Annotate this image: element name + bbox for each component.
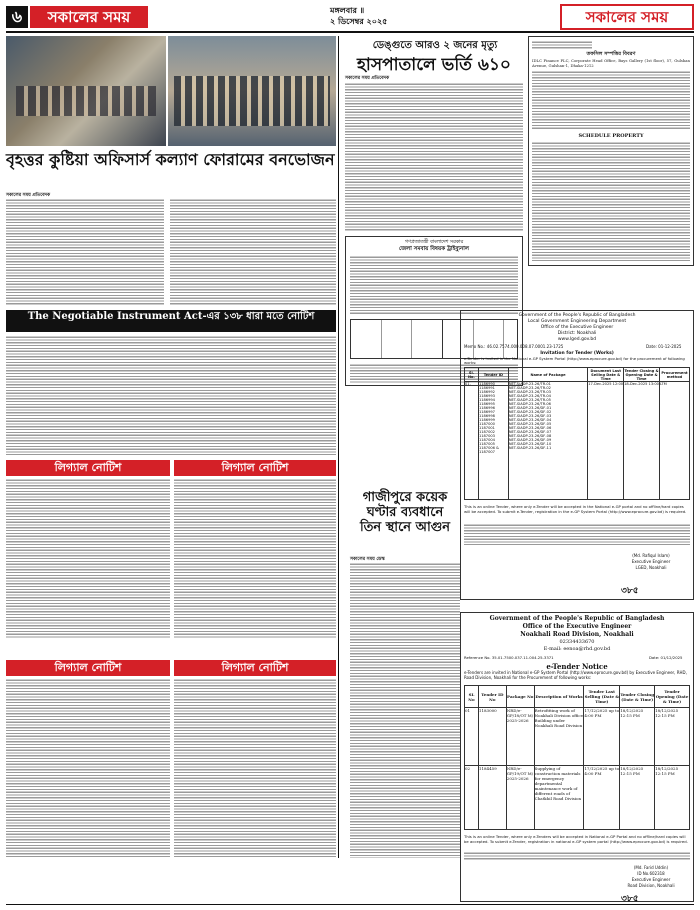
schedule-notice	[528, 36, 694, 266]
lged-office: Office of the Executive Engineer	[540, 325, 614, 330]
lged-sign-title: Executive Engineer	[631, 559, 671, 564]
lged-package: NET-SIADP-23-26/DF-07	[508, 430, 552, 434]
lged-tender	[460, 310, 694, 600]
story-byline: সকালের সময় প্রতিবেদক	[6, 193, 51, 198]
rhd-table: SL No Tender ID No Package No Description of Works Tender Last Selling (Date & Time) Tender Closing (Date & Time) Tender Opening (Date & Time) 01 1183000 NRD/e-GP/18/OT M/ 2025-2026 Retrofitting work of Noakhali Division office Building under Noakhali Road Division 17/12/2025 up to 4:00 PM 18/12/2025 12:15 PM 18/12/2025 12:15 PM 02 1184459 NRD/e-GP/19/OT M/ 2025-2026 Supplying of construction materials for emergency departmental maintenance work of different roads of Chatkhil Road Division 17/12/2025 up to 4:00 PM 18/12/2025 12:15 PM 18/12/2025 12:15 PM	[464, 685, 690, 830]
masthead-day: মঙ্গলবার ॥	[330, 5, 365, 15]
schedule-heading-en: SCHEDULE PROPERTY	[578, 133, 644, 139]
court-text	[350, 255, 518, 315]
gazipur-byline: সকালের সময় ডেস্ক	[350, 557, 385, 562]
lged-tender-id: 1186991	[478, 386, 495, 390]
rhd-intro: e-Tenders are invited in National e-GP System Portal (http://www.eprocure.gov.bd) by Executive Engineer, RHD, Road Division, Noakhali for the Procurement of following works:	[464, 670, 687, 680]
rhd-row-2: 02 1184459 NRD/e-GP/19/OT M/ 2025-2026 Supplying of construction materials for emergency departmental maintenance work of different roads of Chatkhil Road Division 17/12/2025 up to 4:00 PM 18/12/2025 12:15 PM 18/12/2025 12:15 PM	[465, 766, 690, 830]
lged-date: Date: 01-12-2025	[646, 344, 682, 349]
lged-table: Sl. No. Tender ID Name of Package Document Last Selling Date & Time Tender Closing & Opening Date & Time Procurement method 01. 1186990 1186991 1186992 1186993 1186994 1186995 1186996 1186997 1186998 1186999 1187000 1187001 1187002 1187003 1187004 1187005 1187006 & 1187007 NET-SIADP-23-26/TR-01 NET-SIADP-23-26/TR-02 NET-SIADP-23-26/TR-03 NET-SIADP-23-26/TR-04 NET-SIADP-23-26/TR-05 NET-SIADP-23-26/TR-06 NET-SIADP-23-26/DF-01 NET-SIADP-23-26/DF-02 NET-SIADP-23-26/DF-03 NET-SIADP-23-26/DF-04 NET-SIADP-23-26/DF-05 NET-SIADP-23-26/DF-06 NET-SIADP-23-26/DF-07 NET-SIADP-23-26/DF-08 NET-SIADP-23-26/DF-09 NET-SIADP-23-26/DF-10 NET-SIADP-23-26/DF-11 17-Dec-2025 12:00 18-Dec-2025 13:00 LTM	[464, 367, 690, 500]
ni-act-text	[6, 335, 336, 455]
lged-memo: Memo No.: 46.02.7574.000.008.07.0001.23-1725	[464, 344, 564, 349]
schedule-company: IDLC Finance PLC, Corporate Head Office, Bays Gallery (1st floor), 57, Gulshan Avenue, Gulshan-1, Dhaka-1212	[532, 59, 690, 68]
rhd-email: E-mail: eenoa@rhd.gov.bd	[543, 646, 611, 652]
lged-tender-id: 1186999	[478, 418, 495, 422]
lged-dept: Local Government Engineering Department	[527, 319, 627, 324]
picnic-photo	[6, 36, 166, 146]
lged-package: NET-SIADP-23-26/TR-02	[508, 386, 551, 390]
legal-notice-text-4	[174, 678, 336, 858]
lged-intro: e-Tender is invited in the National e-GP System Portal (http://www.eprocure.gov.bd) for the procurement of following works:	[464, 356, 685, 366]
lged-package: NET-SIADP-23-26/DF-10	[508, 442, 552, 446]
legal-notice-title-1: লিগ্যাল নোটিশ	[6, 460, 170, 476]
masthead-date: ২ ডিসেম্বর ২০২৫	[330, 16, 388, 26]
lged-number: ৩৮৫	[621, 586, 639, 596]
lged-tender-id: 1186993	[478, 394, 495, 398]
ni-act-banner: The Negotiable Instrument Act-এর ১৩৮ ধারা মতে নোটিশ	[6, 310, 336, 332]
lged-packages	[508, 382, 587, 500]
lged-district: District: Noakhali	[557, 331, 597, 336]
lged-package: NET-SIADP-23-26/TR-06	[508, 402, 551, 406]
dengue-headline: হাসপাতালে ভর্তি ৬১০	[356, 55, 511, 75]
lged-tender-id: 1186996	[478, 406, 495, 410]
lged-package: NET-SIADP-23-26/TR-03	[508, 390, 551, 394]
legal-notice-title-3: লিগ্যাল নোটিশ	[6, 660, 170, 676]
rhd-division: Noakhali Road Division, Noakhali	[520, 631, 634, 638]
rhd-sign-name: (Md. Farid Uddin)	[633, 865, 669, 870]
rhd-notice: e-Tender Notice	[546, 662, 608, 671]
lged-tender-id: 1187006 & 1187007	[478, 446, 499, 454]
rhd-tender	[460, 612, 694, 902]
lged-package: NET-SIADP-23-26/DF-02	[508, 410, 552, 414]
lged-tender-id: 1186995	[478, 402, 495, 406]
story-text-col2	[170, 198, 336, 306]
rhd-row-1: 01 1183000 NRD/e-GP/18/OT M/ 2025-2026 Retrofitting work of Noakhali Division office Building under Noakhali Road Division 17/12/2025 up to 4:00 PM 18/12/2025 12:15 PM 18/12/2025 12:15 PM	[465, 708, 690, 766]
gazipur-headline: গাজীপুরে কয়েক ঘণ্টার ব্যবধানে তিন স্থানে আগুন	[359, 490, 451, 535]
dengue-kicker: ডেঙ্গুতে আরও ২ জনের মৃত্যু	[372, 40, 498, 51]
lged-tender-id: 1187004	[478, 438, 495, 442]
lged-tender-ids	[478, 382, 508, 500]
lged-package: NET-SIADP-23-26/DF-11	[508, 446, 552, 450]
rhd-reference: Reference No. 35.01.7500.037.11.004.25-3371	[464, 655, 554, 660]
rhd-sign-title: Executive Engineer	[631, 877, 671, 882]
lged-package: NET-SIADP-23-26/DF-03	[508, 414, 552, 418]
lged-tender-id: 1187001	[478, 426, 495, 430]
lged-tender-id: 1186997	[478, 410, 495, 414]
lged-tender-id: 1186994	[478, 398, 495, 402]
rhd-date: Date: 01/12/2025	[649, 655, 683, 660]
lged-foot: This is an online Tender, where only e-Tender will be accepted in the National e-GP portal and no offline/hard copies will be accepted. To submit e-Tender, registration in the e-GP System Portal (http://www.eprocure.gov.bd) is required.	[464, 504, 687, 514]
lged-package: NET-SIADP-23-26/DF-08	[508, 434, 552, 438]
story-headline: বৃহত্তর কুষ্টিয়া অফিসার্স কল্যাণ ফোরামের বনভোজন	[6, 150, 335, 169]
lged-package: NET-SIADP-23-26/TR-04	[508, 394, 551, 398]
lged-tender-id: 1187003	[478, 434, 495, 438]
masthead-rule	[6, 31, 694, 33]
story-text-col1	[6, 198, 164, 306]
lged-package: NET-SIADP-23-26/TR-05	[508, 398, 551, 402]
rhd-foot: This is an online Tender, where only e-Tenders will be accepted in National e-GP Portal and no offline/hard copies will be accepted. To submit e-Tender, registration in national e-GP system portal (http://www.eprocure.gov.bd) is required.	[464, 834, 688, 844]
lged-tender-id: 1186998	[478, 414, 495, 418]
lged-package: NET-SIADP-23-26/TR-01	[508, 382, 551, 386]
legal-notice-title-2: লিগ্যাল নোটিশ	[174, 460, 336, 476]
dengue-byline: সকালের সময় প্রতিবেদক	[345, 76, 390, 81]
bottom-rule	[6, 904, 694, 905]
legal-notice-text-1	[6, 478, 170, 638]
lged-tender-id: 1187005	[478, 442, 495, 446]
gazipur-text	[350, 562, 460, 858]
dengue-text	[345, 82, 523, 232]
lged-tender-id: 1186992	[478, 390, 495, 394]
lged-package: NET-SIADP-23-26/DF-04	[508, 418, 552, 422]
lged-tender-id: 1186990	[478, 382, 495, 386]
lged-package: NET-SIADP-23-26/DF-09	[508, 438, 552, 442]
legal-notice-text-2	[174, 478, 336, 638]
lged-package: NET-SIADP-23-26/DF-05	[508, 422, 552, 426]
rhd-gov: Government of the People's Republic of Bangladesh	[489, 615, 665, 622]
lged-tender-id: 1187002	[478, 430, 495, 434]
lged-row-sl: 01.	[465, 382, 479, 500]
schedule-title: তফসিল সম্পত্তির বিবরণ	[586, 51, 636, 57]
lged-last-selling: 17-Dec-2025 12:00	[588, 382, 624, 500]
lged-invitation: Invitation for Tender (Works)	[540, 351, 614, 356]
legal-notice-title-4: লিগ্যাল নোটিশ	[174, 660, 336, 676]
column-rule	[338, 36, 339, 858]
rhd-office: Office of the Executive Engineer	[522, 623, 632, 630]
court-title: জেলা সমবায় বিষয়ক ট্রাইব্যুনাল	[399, 246, 469, 252]
rhd-sign-office: Road Division, Noakhali	[627, 883, 675, 888]
page-number: ৬	[6, 6, 28, 28]
rhd-phone: 02334433670	[559, 639, 595, 645]
lged-web: www.lged.gov.bd	[557, 337, 597, 342]
lged-package: NET-SIADP-23-26/DF-01	[508, 406, 552, 410]
lged-tender-id: 1187000	[478, 422, 495, 426]
lged-sign-office: LGED, Noakhali	[635, 565, 667, 570]
rhd-number: ৩৮৫	[621, 894, 639, 904]
legal-notice-text-3	[6, 678, 170, 858]
paper-name-banner: সকালের সময়	[30, 6, 148, 28]
lged-closing: 18-Dec-2025 13:00	[624, 382, 660, 500]
rhd-sign-id: ID No.602318	[637, 871, 665, 876]
court-header: গণপ্রজাতন্ত্রী বাংলাদেশ সরকার	[404, 240, 464, 245]
lged-package: NET-SIADP-23-26/DF-06	[508, 426, 552, 430]
group-photo	[168, 36, 336, 146]
lged-sign-name: (Md. Rafiqul Islam)	[632, 553, 670, 558]
lged-method: LTM	[659, 382, 689, 500]
paper-logo: সকালের সময়	[560, 4, 694, 30]
lged-gov: Government of the People's Republic of Bangladesh	[518, 313, 636, 318]
